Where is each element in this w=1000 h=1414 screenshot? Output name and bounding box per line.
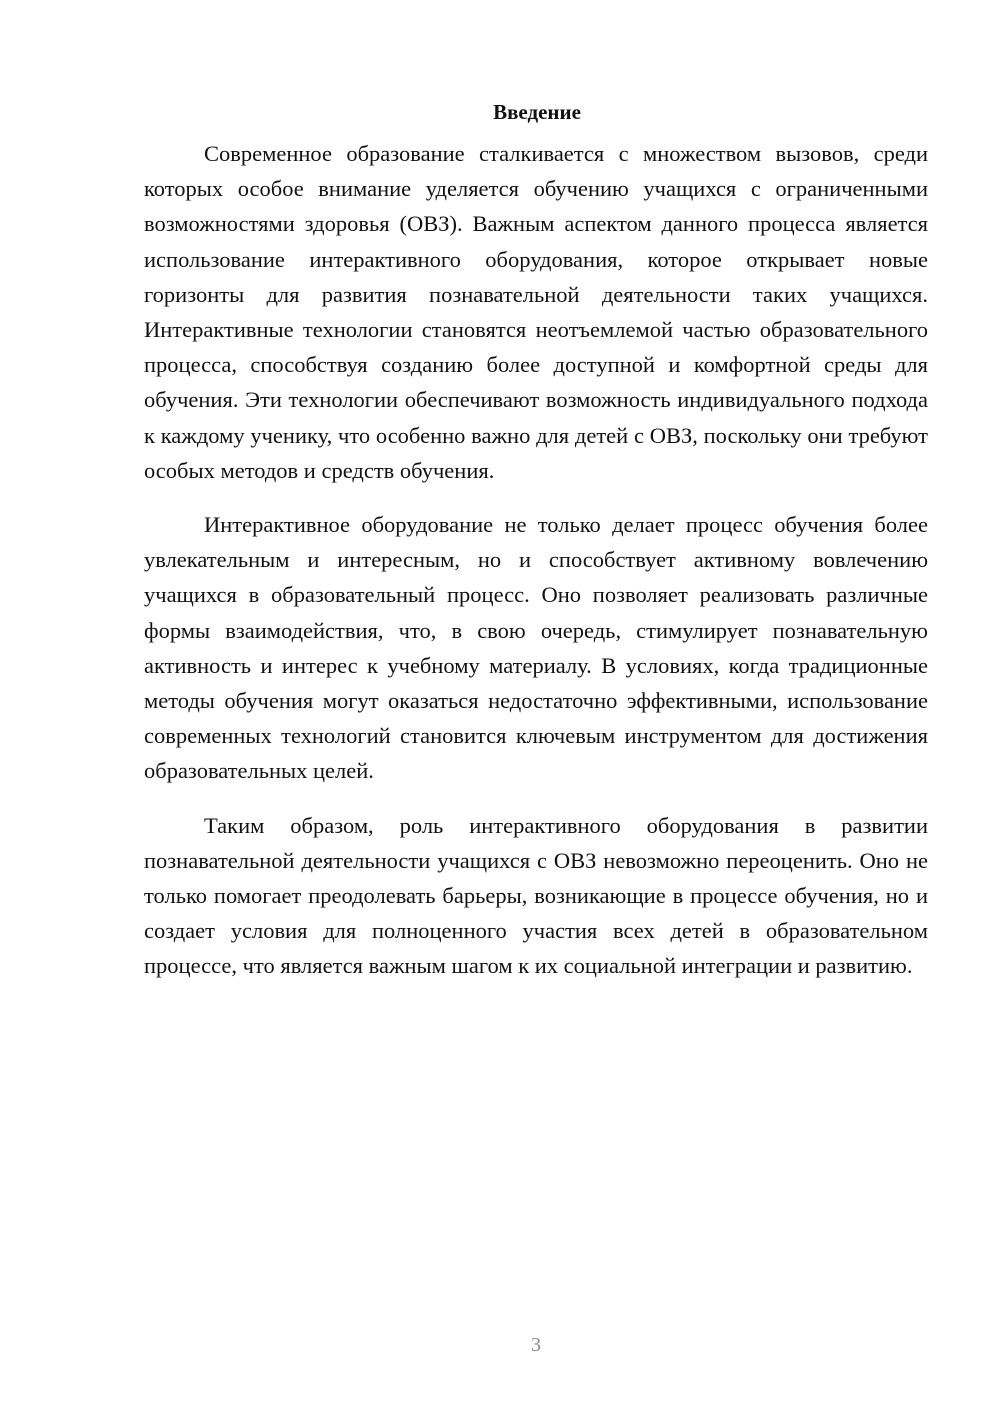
paragraph-2: Интерактивное оборудование не только делает процесс обучения более увлекательным и интересным, но и способствует активному вовлечению учащихся в образовательный процесс. Оно позволяет реализовать различные формы взаимодействия, что, в свою очередь, стимулирует познавательную активность и интерес к учебному материалу. В условиях, когда традиционные методы обучения могут оказаться недостаточно эффективными, использование современных технологий становится ключевым инструментом для достижения образовательных целей. xyxy=(144,512,928,784)
page-number: 3 xyxy=(531,1334,541,1356)
page-content xyxy=(144,98,928,1003)
paragraph-3: Таким образом, роль интерактивного оборудования в развитии познавательной деятельности учащихся с ОВЗ невозможно переоценить. Оно не только помогает преодолевать барьеры, возникающие в процессе обучения, но и создает условия для полноценного участия всех детей в образовательном процессе, что является важным шагом к их социальной интеграции и развитию. xyxy=(144,812,928,979)
paragraph-1: Современное образование сталкивается с множеством вызовов, среди которых особое внимание уделяется обучению учащихся с ограниченными возможностями здоровья (ОВЗ). Важным аспектом данного процесса является использование интерактивного оборудования, которое открывает новые горизонты для развития познавательной деятельности таких учащихся. Интерактивные технологии становятся неотъемлемой частью образовательного процесса, способствуя созданию более доступной и комфортной среды для обучения. Эти технологии обеспечивают возможность индивидуального подхода к каждому ученику, что особенно важно для детей с ОВЗ, поскольку они требуют особых методов и средств обучения. xyxy=(144,141,928,483)
section-heading: Введение xyxy=(493,100,581,124)
